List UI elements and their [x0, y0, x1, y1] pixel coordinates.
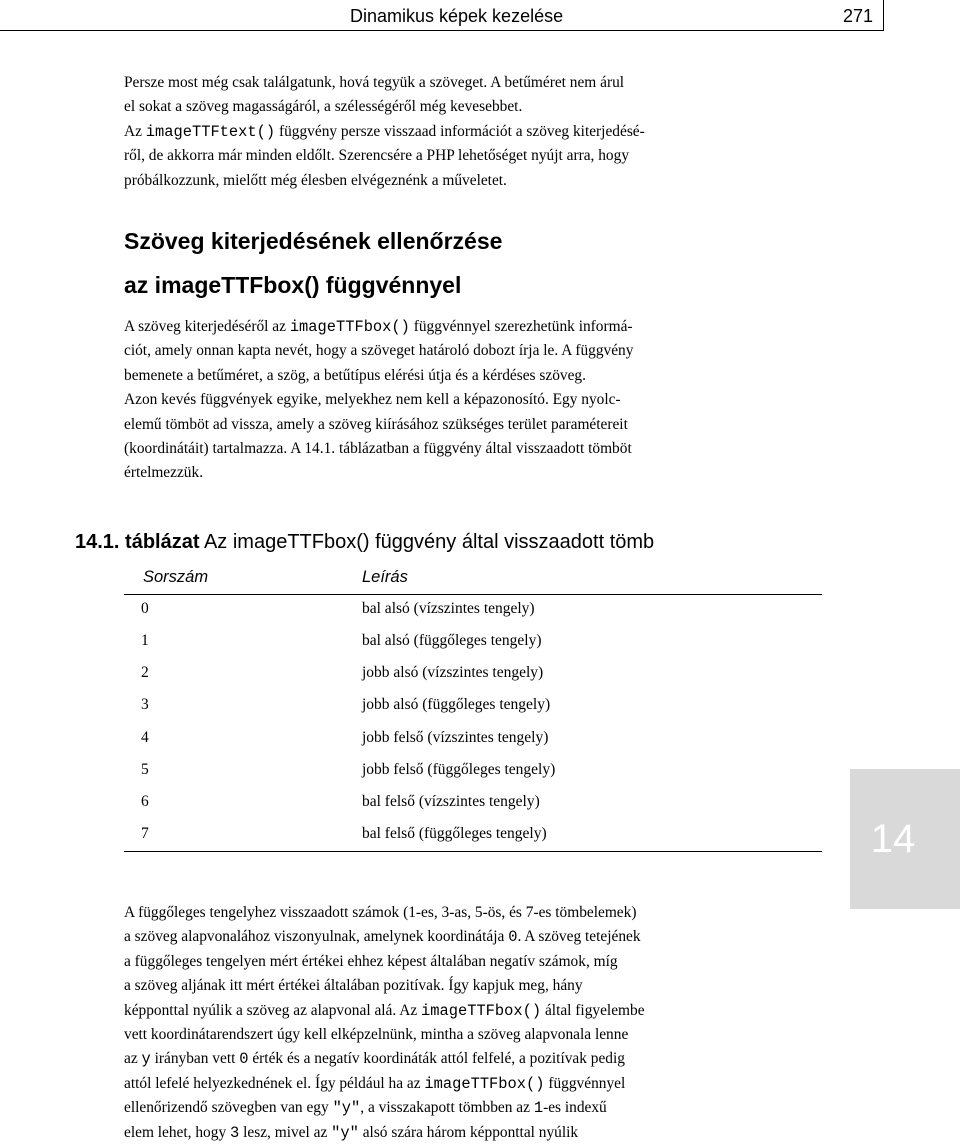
- text-line: A függőleges tengelyhez visszaadott számok (1-es, 3-as, 5-ös, és 7-es tömbelemek): [124, 904, 637, 921]
- text-line: elemű tömböt ad vissza, amely a szöveg kiírásához szükséges terület paramétereit: [124, 415, 628, 433]
- table-cell-description: jobb alsó (függőleges tengely): [362, 696, 551, 713]
- text-line: Azon kevés függvények egyike, melyekhez nem kell a képazonosító. Egy nyolc-: [124, 391, 621, 409]
- text-line: bemenete a betűméret, a szög, a betűtípus elérési útja és a kérdéses szöveg.: [124, 366, 586, 384]
- table-cell-description: jobb alsó (vízszintes tengely): [362, 664, 544, 681]
- table-caption-text: Az imageTTFbox() függvény által visszaadott tömb: [199, 531, 655, 553]
- table-cell-index: 0: [141, 600, 149, 617]
- table-cell-index: 3: [141, 696, 149, 713]
- table-bottom-rule: [124, 851, 822, 852]
- text-line: képponttal nyúlik a szöveg az alapvonal alá. Az imageTTFbox() által figyelembe: [124, 1001, 645, 1020]
- inline-code: 0: [239, 1050, 249, 1069]
- inline-code: y: [141, 1050, 151, 1069]
- text-line: ről, de akkorra már minden eldőlt. Szerencsére a PHP lehetőséget nyújt arra, hogy: [124, 147, 630, 165]
- table-header-description: Leírás: [362, 568, 408, 586]
- paragraph-coordinates: [124, 901, 829, 1145]
- table-cell-description: bal felső (vízszintes tengely): [362, 793, 540, 810]
- table-header-rule: [124, 594, 822, 595]
- table-caption-number: 14.1. táblázat: [75, 531, 200, 553]
- header-rule: [0, 30, 884, 31]
- inline-code: 0: [508, 928, 518, 947]
- inline-code: 3: [230, 1123, 240, 1142]
- inline-code: "y": [331, 1123, 359, 1142]
- text-line: a szöveg aljának itt mért értékei általában pozitívak. Így kapjuk meg, hány: [124, 977, 583, 995]
- text-line: Az imageTTFtext() függvény persze visszaad információt a szöveg kiterjedésé-: [124, 122, 645, 141]
- inline-code: "y": [332, 1099, 361, 1118]
- inline-code: imageTTFtext(): [145, 122, 276, 141]
- text-line: a szöveg alapvonalához viszonyulnak, amelynek koordinátája 0. A szöveg tetejének: [124, 928, 641, 947]
- text-line: próbálkozzunk, mielőtt még élesben elvégeznénk a műveletet.: [124, 171, 507, 189]
- page-number: 271: [843, 6, 874, 26]
- text-line: vett koordinátarendszert úgy kell elképzelnünk, mintha a szöveg alapvonala lenne: [124, 1026, 629, 1044]
- header-tick: [883, 0, 884, 31]
- table-cell-index: 4: [141, 729, 149, 746]
- text-line: értelmezzük.: [124, 464, 204, 482]
- inline-code: imageTTFbox(): [421, 1001, 542, 1020]
- chapter-tab: 14: [850, 769, 960, 909]
- text-line: ciót, amely onnan kapta nevét, hogy a szöveget határoló dobozt írja le. A függvény: [124, 342, 634, 360]
- text-line: el sokat a szöveg magasságáról, a szélességéről még kevesebbet.: [124, 98, 523, 116]
- section-heading-line1: Szöveg kiterjedésének ellenőrzése: [124, 228, 503, 254]
- text-line: A szöveg kiterjedéséről az imageTTFbox() függvénnyel szerezhetünk informá-: [124, 318, 633, 336]
- text-line: Persze most még csak találgatunk, hová tegyük a szöveget. A betűméret nem árul: [124, 74, 625, 91]
- text-line: elem lehet, hogy 3 lesz, mivel az "y" alsó szára három képponttal nyúlik: [124, 1123, 579, 1142]
- text-line: (koordinátáit) tartalmazza. A 14.1. táblázatban a függvény által visszaadott tömböt: [124, 440, 632, 458]
- text-line: az y irányban vett 0 érték és a negatív koordináták attól felfelé, a pozitívak pedig: [124, 1050, 625, 1069]
- table-cell-description: jobb felső (függőleges tengely): [362, 761, 556, 778]
- section-heading-line2: az imageTTFbox() függvénnyel: [124, 272, 462, 298]
- text-line: a függőleges tengelyen mért értékei ehhez képest általában negatív számok, míg: [124, 952, 618, 970]
- text-line: attól lefelé helyezkednének el. Így például ha az imageTTFbox() függvénnyel: [124, 1074, 626, 1093]
- table-cell-description: jobb felső (vízszintes tengely): [362, 729, 549, 746]
- table-header-index: Sorszám: [143, 568, 209, 586]
- table-cell-index: 5: [141, 761, 149, 778]
- running-header-title: Dinamikus képek kezelése: [350, 6, 564, 26]
- inline-code: imageTTFbox(): [289, 318, 410, 336]
- table-cell-index: 1: [141, 632, 149, 649]
- table-caption: [75, 531, 654, 554]
- table-cell-index: 6: [141, 793, 149, 810]
- text-line: ellenőrizendő szövegben van egy "y", a visszakapott tömbben az 1-es indexű: [124, 1099, 607, 1118]
- inline-code: imageTTFbox(): [424, 1074, 545, 1093]
- paragraph-intro: [124, 71, 829, 193]
- table-cell-index: 2: [141, 664, 149, 681]
- inline-code: 1: [533, 1099, 544, 1118]
- paragraph-imagettfbox: [124, 315, 829, 486]
- table-cell-description: bal alsó (függőleges tengely): [362, 632, 542, 649]
- table-cell-index: 7: [141, 825, 149, 842]
- table-cell-description: bal felső (függőleges tengely): [362, 825, 547, 842]
- table-cell-description: bal alsó (vízszintes tengely): [362, 600, 535, 617]
